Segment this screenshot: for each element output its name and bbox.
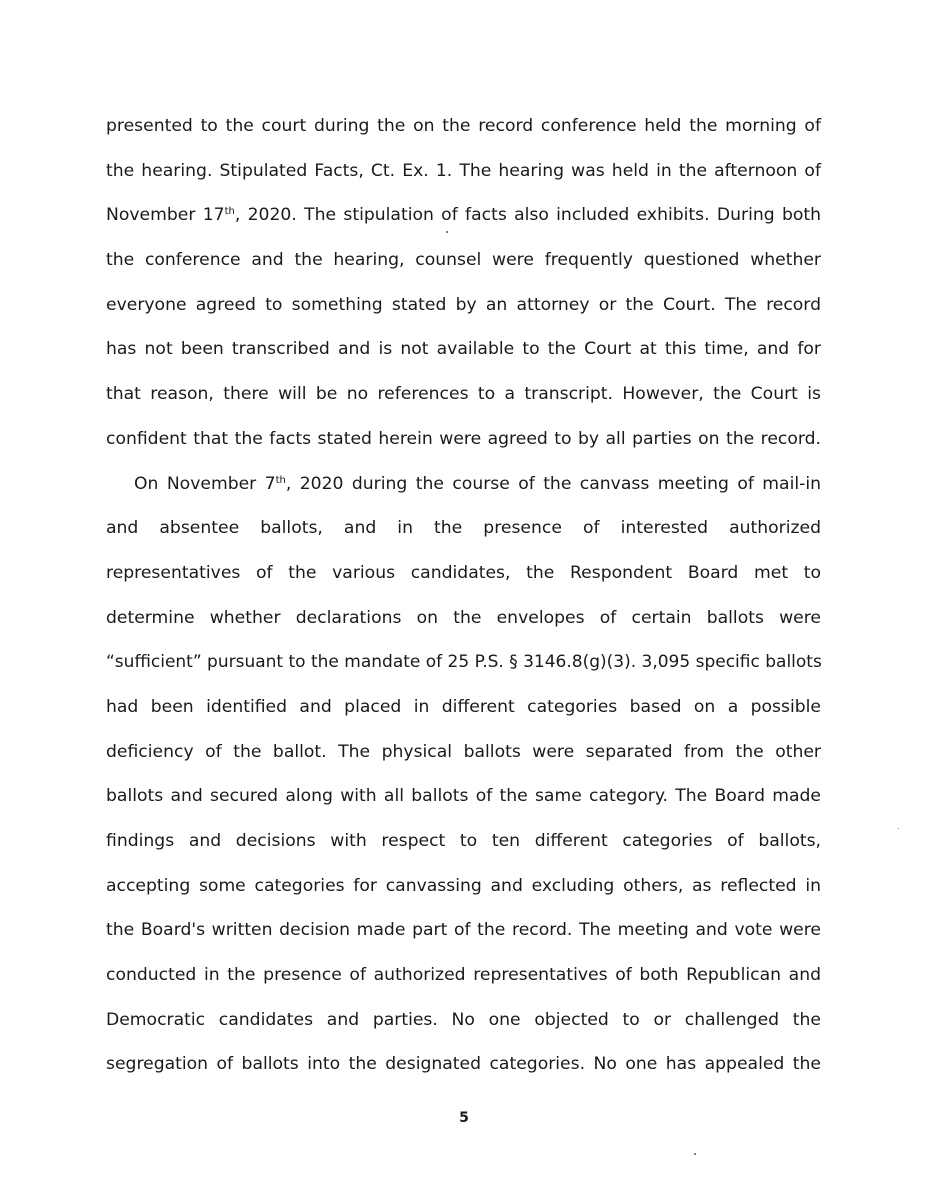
text-line: segregation of ballots into the designated categories. No one has appealed the	[106, 1054, 821, 1075]
superscript: th	[224, 206, 235, 218]
text-line: representatives of the various candidates, the Respondent Board met to	[106, 562, 821, 583]
text-segment: , 2020. The stipulation of facts also included exhibits. During both	[234, 205, 822, 226]
text-line: conducted in the presence of authorized representatives of both Republican and	[106, 965, 821, 986]
text-line: confident that the facts stated herein were agreed to by all parties on the record.	[106, 428, 821, 449]
text-line: deficiency of the ballot. The physical ballots were separated from the other	[106, 741, 821, 762]
text-line	[106, 462, 821, 507]
text-line: findings and decisions with respect to ten different categories of ballots,	[106, 831, 821, 851]
text-line: everyone agreed to something stated by an attorney or the Court. The record	[106, 294, 821, 315]
text-segment: November 17	[106, 205, 225, 226]
body-text	[106, 104, 821, 1087]
text-segment: On November 7	[134, 473, 276, 494]
text-line: that reason, there will be no references to a transcript. However, the Court is	[106, 384, 821, 405]
page-number: 5	[459, 1110, 469, 1126]
text-line: and absentee ballots, and in the presence of interested authorized	[106, 518, 821, 539]
text-line: Democratic candidates and parties. No one objected to or challenged the	[106, 1009, 821, 1030]
text-line: has not been transcribed and is not available to the Court at this time, and for	[106, 339, 821, 360]
superscript: th	[275, 474, 286, 486]
text-line: the conference and the hearing, counsel were frequently questioned whether	[106, 250, 821, 271]
text-line	[106, 193, 821, 238]
text-line: the Board's written decision made part of the record. The meeting and vote were	[106, 920, 821, 941]
text-segment: , 2020 during the course of the canvass meeting of mail-in	[285, 473, 821, 494]
scan-speck	[694, 1153, 696, 1155]
scan-speck	[446, 231, 448, 233]
text-line: determine whether declarations on the envelopes of certain ballots were	[106, 607, 821, 628]
scan-speck	[898, 828, 899, 829]
text-line: the hearing. Stipulated Facts, Ct. Ex. 1. The hearing was held in the afternoon of	[106, 160, 821, 181]
text-line: had been identified and placed in different categories based on a possible	[106, 696, 821, 717]
text-line: “sufficient” pursuant to the mandate of 25 P.S. § 3146.8(g)(3). 3,095 specific ballots	[106, 652, 822, 673]
text-line: presented to the court during the on the record conference held the morning of	[106, 116, 821, 136]
text-line: accepting some categories for canvassing and excluding others, as reflected in	[106, 875, 821, 896]
text-line: ballots and secured along with all ballots of the same category. The Board made	[106, 786, 821, 807]
